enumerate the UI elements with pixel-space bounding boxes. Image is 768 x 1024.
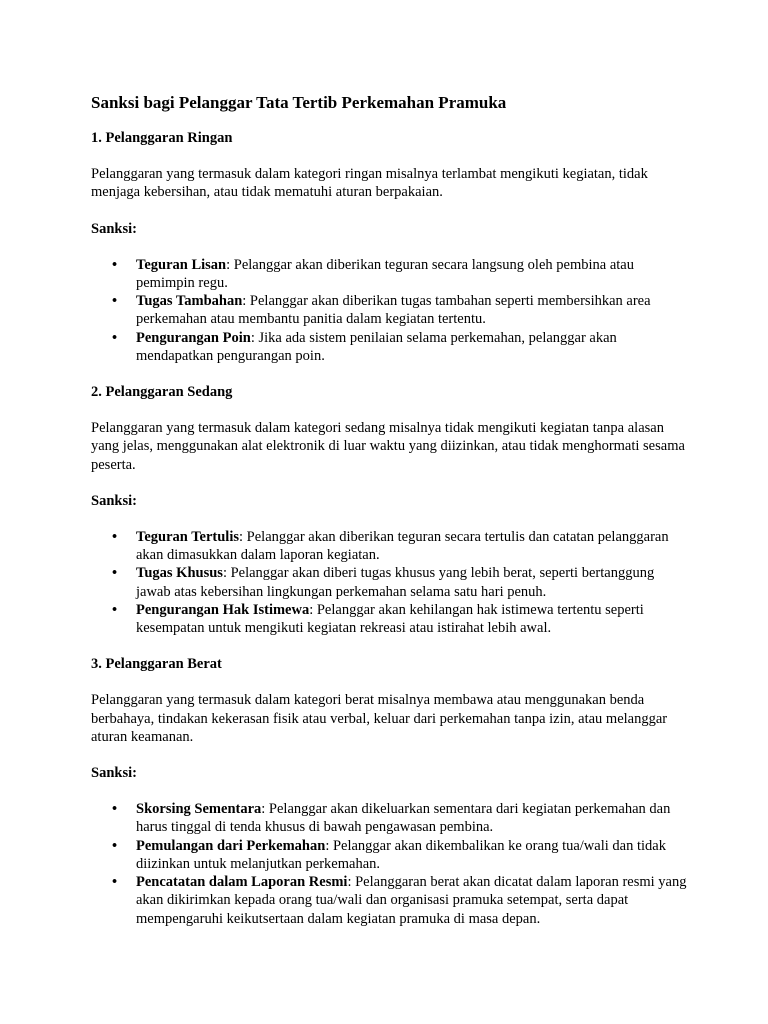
bullet-icon: • [112, 565, 118, 582]
sanction-list [91, 256, 687, 365]
section-pelanggaran-sedang [91, 383, 687, 637]
list-item [91, 292, 687, 328]
sanction-text: : Pelanggar akan diberikan tugas tambahan seperti membersihkan area perkemahan atau membantu panitia dalam kegiatan tertentu. [136, 293, 651, 328]
bullet-icon: • [112, 837, 118, 854]
sanction-term: Pemulangan dari Perkemahan [136, 837, 326, 854]
bullet-icon: • [112, 256, 118, 273]
section-heading: 3. Pelanggaran Berat [91, 656, 222, 673]
sanksi-label: Sanksi: [91, 765, 137, 782]
sanction-list [91, 528, 687, 637]
list-item [91, 329, 687, 365]
section-heading: 1. Pelanggaran Ringan [91, 130, 233, 146]
bullet-icon: • [112, 601, 118, 618]
sanksi-label: Sanksi: [91, 492, 137, 509]
page-title: Sanksi bagi Pelanggar Tata Tertib Perkemahan Pramuka [91, 93, 507, 112]
sanction-text: : Pelanggar akan diberi tugas khusus yang lebih berat, seperti bertanggung jawab atas kebersihan lingkungan perkemahan selama satu hari penuh. [136, 565, 655, 600]
sanction-text: : Pelanggar akan diberikan teguran secara tertulis dan catatan pelanggaran akan dimasukkan dalam laporan kegiatan. [136, 529, 669, 564]
sanction-text: : Pelanggar akan diberikan teguran secara langsung oleh pembina atau pemimpin regu. [136, 256, 634, 292]
sanction-term: Pengurangan Poin [136, 329, 251, 346]
sanction-term: Tugas Khusus [136, 565, 223, 582]
sanction-text: : Pelanggar akan dikembalikan ke orang tua/wali dan tidak diizinkan untuk melanjutkan perkemahan. [136, 837, 666, 872]
sanction-term: Pencatatan dalam Laporan Resmi [136, 874, 348, 891]
list-item [91, 601, 687, 637]
document-page [91, 92, 687, 946]
bullet-icon: • [112, 529, 118, 546]
sanksi-label: Sanksi: [91, 220, 137, 237]
sanction-term: Skorsing Sementara [136, 801, 262, 818]
sanction-list [91, 800, 687, 927]
section-description: Pelanggaran yang termasuk dalam kategori sedang misalnya tidak mengikuti kegiatan tanpa alasan yang jelas, menggunakan alat elektronik di luar waktu yang diizinkan, atau tidak menghormati sesama peserta. [91, 420, 685, 473]
section-pelanggaran-berat [91, 655, 687, 927]
sanction-term: Teguran Lisan [136, 256, 227, 273]
section-description: Pelanggaran yang termasuk dalam kategori berat misalnya membawa atau menggunakan benda berbahaya, tindakan kekerasan fisik atau verbal, keluar dari perkemahan tanpa izin, atau melanggar aturan keamanan. [91, 692, 668, 745]
list-item [91, 873, 687, 928]
list-item [91, 800, 687, 836]
sanction-text: : Pelanggar akan dikeluarkan sementara dari kegiatan perkemahan dan harus tinggal di tenda khusus di bawah pengawasan pembina. [136, 801, 671, 836]
section-description: Pelanggaran yang termasuk dalam kategori ringan misalnya terlambat mengikuti kegiatan, tidak menjaga kebersihan, atau tidak mematuhi aturan berpakaian. [91, 166, 648, 201]
list-item [91, 528, 687, 564]
bullet-icon: • [112, 801, 118, 818]
sanction-text: : Pelanggar akan kehilangan hak istimewa tertentu seperti kesempatan untuk mengikuti kegiatan rekreasi atau istirahat lebih awal. [136, 601, 644, 637]
section-heading: 2. Pelanggaran Sedang [91, 384, 233, 401]
sanction-text: : Pelanggaran berat akan dicatat dalam laporan resmi yang akan dikirimkan kepada orang tua/wali dan organisasi pramuka setempat, serta dapat mempengaruhi keikutsertaan dalam kegiatan pramuka di masa depan. [136, 874, 687, 927]
list-item [91, 564, 687, 600]
sanction-term: Pengurangan Hak Istimewa [136, 601, 310, 618]
sanction-term: Tugas Tambahan [136, 293, 243, 310]
list-item [91, 837, 687, 873]
bullet-icon: • [112, 293, 118, 310]
list-item [91, 256, 687, 292]
bullet-icon: • [112, 874, 118, 891]
sanction-term: Teguran Tertulis [136, 529, 240, 546]
sanction-text: : Jika ada sistem penilaian selama perkemahan, pelanggar akan mendapatkan pengurangan poin. [136, 329, 617, 364]
section-pelanggaran-ringan [91, 129, 687, 365]
bullet-icon: • [112, 329, 118, 346]
